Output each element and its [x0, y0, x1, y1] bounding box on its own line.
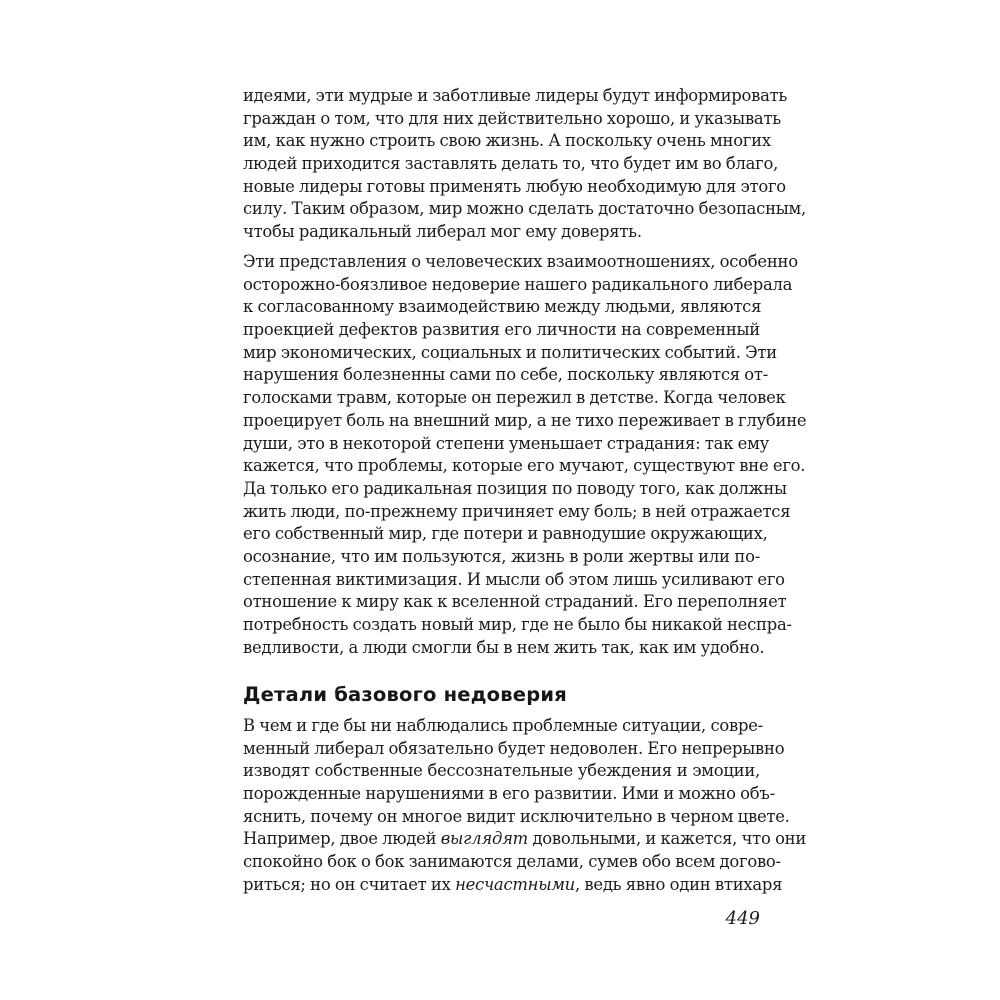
text-segment: , ведь явно один втихаря [574, 874, 783, 894]
text-line: проекцией дефектов развития его личности на современный [243, 320, 760, 340]
text-line: голосками травм, которые он пережил в детстве. Когда человек [243, 388, 786, 408]
text-line: к согласованному взаимодействию между людьми, являются [243, 297, 762, 317]
text-segment: риться; но он считает их [243, 874, 456, 894]
text-line: осознание, что им пользуются, жизнь в роли жертвы или по- [243, 546, 760, 566]
text-line: степенная виктимизация. И мысли об этом лишь усиливают его [243, 569, 785, 589]
text-line [243, 828, 807, 851]
text-line: идеями, эти мудрые и заботливые лидеры будут информировать [243, 86, 788, 105]
text-line: людей приходится заставлять делать то, что будет им во благо, [243, 154, 779, 174]
italic-emphasis: выглядят [440, 829, 528, 849]
text-line: нарушения болезненны сами по себе, поскольку являются от- [243, 365, 769, 385]
text-line [243, 874, 783, 897]
text-line: проецирует боль на внешний мир, а не тихо переживает в глубине [243, 410, 807, 430]
text-line: отношение к миру как к вселенной страданий. Его переполняет [243, 592, 787, 612]
italic-emphasis: несчастными [455, 874, 575, 894]
text-line: Эти представления о человеческих взаимоотношениях, особенно [243, 252, 798, 271]
text-line: новые лидеры готовы применять любую необходимую для этого [243, 176, 786, 196]
paragraph-2 [243, 251, 807, 659]
text-line: В чем и где бы ни наблюдались проблемные ситуации, совре- [243, 716, 763, 735]
text-line: мир экономических, социальных и политических событий. Эти [243, 342, 777, 362]
page-number: 449 [725, 908, 760, 929]
text-line: граждан о том, что для них действительно хорошо, и указывать [243, 108, 781, 128]
paragraph-3 [243, 715, 807, 897]
text-line: им, как нужно строить свою жизнь. А поскольку очень многих [243, 131, 771, 151]
paragraph-1 [243, 85, 807, 244]
text-line: жить люди, по-прежнему причиняет ему боль; в ней отражается [243, 501, 791, 521]
text-line: чтобы радикальный либерал мог ему доверять. [243, 222, 642, 242]
text-line: изводят собственные бессознательные убеждения и эмоции, [243, 761, 760, 781]
text-line: менный либерал обязательно будет недоволен. Его непрерывно [243, 738, 785, 758]
text-line: кажется, что проблемы, которые его мучают, существуют вне его. [243, 456, 806, 476]
text-line: яснить, почему он многое видит исключительно в черном цвете. [243, 806, 790, 826]
text-segment: Например, двое людей [243, 829, 441, 849]
text-line: его собственный мир, где потери и равнодушие окружающих, [243, 524, 768, 544]
text-line: потребность создать новый мир, где не было бы никакой неспра- [243, 615, 792, 634]
text-segment: довольными, и кажется, что они [527, 829, 807, 849]
text-line: спокойно бок о бок занимаются делами, сумев обо всем догово- [243, 852, 781, 872]
text-line: души, это в некоторой степени уменьшает страдания: так ему [243, 433, 769, 453]
text-line: Да только его радикальная позиция по поводу того, как должны [243, 478, 787, 498]
text-line: осторожно-боязливое недоверие нашего радикального либерала [243, 274, 793, 294]
section-heading: Детали базового недоверия [243, 683, 567, 706]
text-line: ведливости, а люди смогли бы в нем жить так, как им удобно. [243, 637, 765, 657]
text-line: силу. Таким образом, мир можно сделать достаточно безопасным, [243, 199, 807, 219]
text-line: порожденные нарушениями в его развитии. Ими и можно объ- [243, 784, 775, 804]
